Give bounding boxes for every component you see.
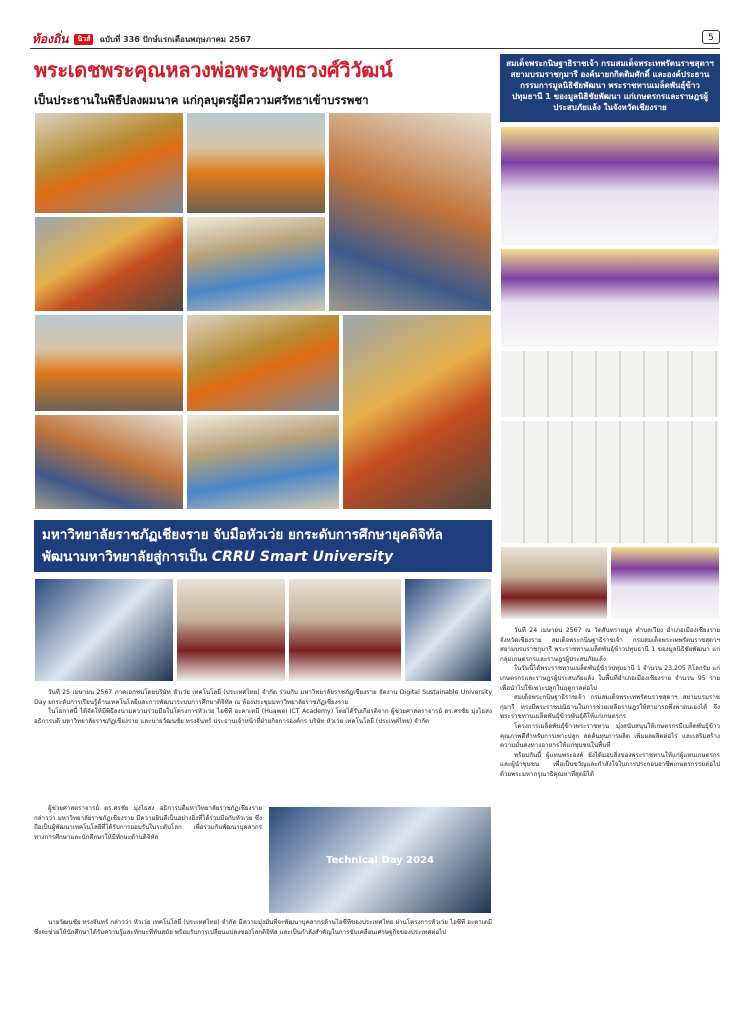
story3-paragraph-1: วันที่ 24 เมษายน 2567 ณ วัดสันทรายมูล ตำบลเวียง อำเภอเมืองเชียงราย จังหวัดเชียงราย สมเด็จพระกนิษฐาธิราชเจ้า กรมสมเด็จพระเทพรัตนราชสุดาฯ สยามบรมราชกุมารี พระราชทานเมล็ดพันธุ์ข้าวปทุมธานี 1 ของมูลนิธิชัยพัฒนา แก่กลุ่มเกษตรกรและราษฎรผู้ประสบภัยแล้ง xyxy=(500,627,720,663)
farmers-audience-photo xyxy=(610,546,720,620)
story2-body-left xyxy=(34,804,262,912)
story2-paragraph-3: ผู้ช่วยศาสตราจารย์ ดร.ศรชัย มุ่งไธสง อธิการบดีมหาวิทยาลัยราชภัฏเชียงราย กล่าวว่า มหาวิทยาลัยราชภัฏเชียงราย มีความยินดีเป็นอย่างยิ่งที่ได้ร่วมมือกับหัวเว่ย ซึ่งถือเป็นผู้พัฒนาเทคโนโลยีที่ได้รับการยอมรับในระดับโลก เพื่อร่วมกันพัฒนาบุคลากรทางการศึกษาและนักศึกษาให้มีทักษะด้านดิจิทัล xyxy=(34,805,262,841)
ceremony-photo-4 xyxy=(186,216,326,312)
story3-body xyxy=(500,626,720,1006)
story2-banner xyxy=(34,520,492,572)
story2-banner-brand: CRRU Smart University xyxy=(211,549,394,565)
royal-shrine-photo-2 xyxy=(500,248,720,348)
rice-seed-sacks-photo-2 xyxy=(500,420,720,544)
newspaper-logo-tag: นิวส์ xyxy=(74,34,93,45)
mou-signing-photo-3 xyxy=(288,578,402,682)
ceremony-photo-6 xyxy=(186,314,340,412)
technical-day-photo xyxy=(268,806,492,914)
story2-body-top xyxy=(34,688,492,802)
newspaper-logo: ท้องถิ่น xyxy=(32,31,69,46)
ceremony-photo-monks xyxy=(328,112,492,312)
story3-paragraph-2: ในวันนี้ได้พระราชทานเมล็ดพันธุ์ข้าวปทุมธานี 1 จำนวน 23,205 กิโลกรัม แก่เกษตรกรและราษฎรผู้ประสบภัยแล้ง ในพื้นที่อำเภอเมืองเชียงราย จำนวน 95 ราย เพื่อนำไปใช้เพาะปลูกในฤดูกาลต่อไป xyxy=(500,665,720,692)
story2-banner-line1: มหาวิทยาลัยราชภัฏเชียงราย จับมือหัวเว่ย ยกระดับการศึกษายุคดิจิทัล xyxy=(42,527,443,543)
ceremony-photo-2 xyxy=(186,112,326,214)
story3-paragraph-3: สมเด็จพระกนิษฐาธิราชเจ้า กรมสมเด็จพระเทพรัตนราชสุดาฯ สยามบรมราชกุมารี ทรงมีพระราชปณิธานในการช่วยเหลือราษฎรให้สามารถพึ่งพาตนเองได้ จึงพระราชทานเมล็ดพันธุ์ข้าวพันธุ์ดีให้แก่เกษตรกร xyxy=(500,694,720,721)
masthead xyxy=(32,30,251,48)
mou-signing-photo-4 xyxy=(404,578,492,682)
ceremony-photo-3 xyxy=(34,216,184,312)
story1-subheadline: เป็นประธานในพิธีปลงผมนาค แก่กุลบุตรผู้มีความศรัทธาเข้าบรรพชา xyxy=(34,93,369,107)
mou-signing-photo-1 xyxy=(34,578,174,682)
story2-paragraph-4: นายวัฒนชัย ทรงจันทร์ กล่าวว่า หัวเว่ย เทคโนโลยี่ (ประเทศไทย) จำกัด มีความมุ่งมั่นที่จะพัฒนาบุคลากรด้านไอซีทีของประเทศไทย ผ่านโครงการหัวเว่ย ไอซีที อะคาเดมี ซึ่งจะช่วยให้นักศึกษาได้รับความรู้และทักษะที่ทันสมัย พร้อมรับการเปลี่ยนแปลงของโลกดิจิทัล และเป็นกำลังสำคัญในการขับเคลื่อนเศรษฐกิจของประเทศต่อไป xyxy=(34,919,492,936)
officials-photo xyxy=(500,546,608,620)
issue-info: ฉบับที่ 336 ปักษ์แรกเดือนพฤษภาคม 2567 xyxy=(99,34,252,44)
header-divider xyxy=(30,48,720,49)
story3-headline-box: สมเด็จพระกนิษฐาธิราชเจ้า กรมสมเด็จพระเทพรัตนราชสุดาฯ สยามบรมราชกุมารี องค์นายกกิตติมศักดิ์ และองค์ประธานกรรมการมูลนิธิชัยพัฒนา พระราชทานเมล็ดพันธุ์ข้าวปทุมธานี 1 ของมูลนิธิชัยพัฒนา แก่เกษตรกรและราษฎรผู้ประสบภัยแล้ง ในจังหวัดเชียงราย xyxy=(500,54,720,122)
ceremony-photo-7 xyxy=(342,314,492,510)
page-number: 5 xyxy=(702,30,720,44)
story3-paragraph-4: โครงการเมล็ดพันธุ์ข้าวพระราชทาน มุ่งสนับสนุนให้เกษตรกรมีเมล็ดพันธุ์ข้าวคุณภาพดีสำหรับการเพาะปลูก ลดต้นทุนการผลิต เพิ่มผลผลิตต่อไร่ และเสริมสร้างความมั่นคงทางอาหารให้แก่ชุมชนในพื้นที่ xyxy=(500,722,720,750)
ceremony-photo-1 xyxy=(34,112,184,214)
rice-seed-sacks-photo-1 xyxy=(500,350,720,418)
technical-day-caption: Technical Day 2024 xyxy=(325,854,435,866)
story2-banner-line2 xyxy=(42,546,484,568)
ceremony-photo-pagoda xyxy=(186,414,340,510)
ceremony-photo-5 xyxy=(34,314,184,412)
royal-shrine-photo-1 xyxy=(500,126,720,246)
story1-headline: พระเดชพระคุณหลวงพ่อพระพุทธวงศ์วิวัฒน์ xyxy=(34,58,393,82)
story2-paragraph-2: ในโอกาสนี้ ได้จัดให้มีพิธีลงนามความร่วมมือในโครงการหัวเว่ย ไอซีที อะคาเดมี (Huawei ICT Academy) โดยได้รับเกียรติจาก ผู้ช่วยศาสตราจารย์ ดร.ศรชัย มุ่งไธสง อธิการบดี มหาวิทยาลัยราชภัฏเชียงราย และนายวัฒนชัย ทรงจันทร์ ประธานเจ้าหน้าที่ฝ่ายกิจการองค์กร บริษัท หัวเว่ย เทคโนโลยี่ (ประเทศไทย) จำกัด xyxy=(34,708,492,725)
ceremony-photo-8 xyxy=(34,414,184,510)
story3-paragraph-5: พร้อมกันนี้ ผู้แทนพระองค์ ยังได้มอบสิ่งของพระราชทานให้แก่ผู้แทนเกษตรกรและผู้นำชุมชน เพื่อเป็นขวัญและกำลังใจในการประกอบอาชีพเกษตรกรรมต่อไป ด้วยพระมหากรุณาธิคุณหาที่สุดมิได้ xyxy=(500,751,720,778)
story2-banner-prefix: พัฒนามหาวิทยาลัยสู่การเป็น xyxy=(42,549,208,565)
story2-body-bottom xyxy=(34,918,492,1004)
story2-paragraph-1: วันที่ 25 เมษายน 2567 ภาคเอกชนโดยบริษัท หัวเว่ย เทคโนโลยี่ (ประเทศไทย) จำกัด ร่วมกับ มหาวิทยาลัยราชภัฏเชียงราย จัดงาน Digital Sustainable University Day ยกระดับการเรียนรู้ด้านเทคโนโลยีและการพัฒนาระบบการศึกษาดิจิทัล ณ ห้องประชุมมหาวิทยาลัยราชภัฏเชียงราย xyxy=(34,689,492,706)
mou-signing-photo-2 xyxy=(176,578,286,682)
